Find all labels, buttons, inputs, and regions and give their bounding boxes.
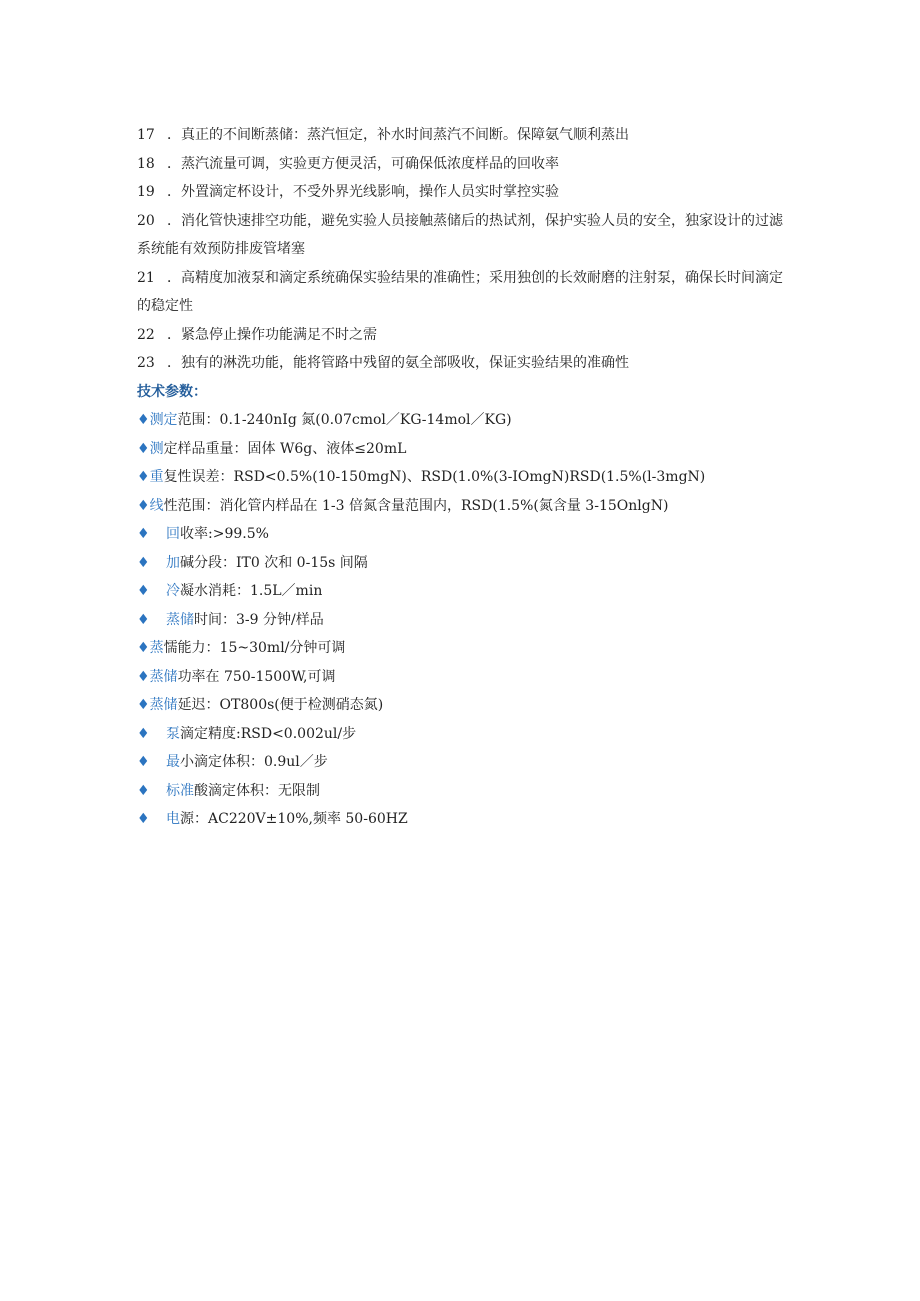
parameter-label-highlight: 蒸 (149, 640, 164, 656)
diamond-bullet-icon: ♦ (137, 811, 150, 827)
diamond-bullet-icon: ♦ (137, 440, 150, 457)
parameter-item (137, 492, 787, 521)
parameter-text: 碱分段：IT0 次和 0-15s 间隔 (180, 554, 368, 571)
parameter-list (137, 406, 787, 834)
feature-item (137, 349, 787, 378)
parameter-item (137, 549, 787, 578)
feature-text: ．独有的淋洗功能，能将管路中残留的氨全部吸收，保证实验结果的准确性 (167, 355, 629, 371)
feature-text: ．紧急停止操作功能满足不时之需 (167, 326, 377, 343)
feature-number: 23 (137, 355, 155, 371)
feature-item (137, 264, 787, 321)
diamond-bullet-icon: ♦ (137, 668, 150, 685)
parameter-label-highlight: 线 (149, 497, 164, 514)
parameter-item (137, 520, 787, 549)
feature-text: ．真正的不间断蒸储：蒸汽恒定，补水时间蒸汽不间断。保障氨气顺利蒸出 (167, 127, 629, 143)
parameter-text: 源：AC220V±10%,频率 50-60HZ (180, 811, 408, 827)
parameter-item (137, 805, 787, 834)
parameter-item (137, 720, 787, 749)
parameter-item (137, 777, 787, 806)
parameter-label-highlight: 蒸储 (166, 611, 194, 628)
parameter-text: 延迟：OT800s(便于检测硝态氮) (177, 697, 384, 713)
diamond-bullet-icon: ♦ (137, 611, 150, 628)
feature-number: 20 (137, 212, 155, 229)
diamond-bullet-icon: ♦ (137, 754, 150, 770)
feature-list (137, 121, 787, 378)
feature-item (137, 150, 787, 179)
diamond-bullet-icon: ♦ (137, 725, 150, 742)
parameter-label-highlight: 标准 (166, 782, 194, 799)
parameter-text: 复性误差：RSD<0.5%(10-150mgN)、RSD(1.0%(3-IOmgN)RSD(1.5%(l-3mgN) (163, 469, 706, 485)
parameter-text: 滴定精度:RSD<0.002ul/步 (180, 725, 357, 742)
feature-text: ．高精度加液泵和滴定系统确保实验结果的准确性；采用独创的长效耐磨的注射泵，确保长时间滴定的稳定性 (137, 269, 783, 314)
parameter-item (137, 463, 787, 492)
diamond-bullet-icon: ♦ (137, 469, 150, 485)
parameter-text: 收率:>99.5% (180, 526, 269, 542)
parameter-text: 性范围：消化管内样品在 1-3 倍氮含量范围内，RSD(1.5%(氮含量 3-15OnlgN) (163, 497, 669, 514)
feature-number: 18 (137, 155, 155, 172)
parameter-text: 酸滴定体积：无限制 (194, 782, 320, 799)
parameter-item (137, 606, 787, 635)
diamond-bullet-icon: ♦ (137, 526, 150, 542)
parameter-item (137, 435, 787, 464)
parameter-label-highlight: 泵 (166, 725, 180, 742)
parameter-item (137, 748, 787, 777)
parameter-label-highlight: 测 (149, 440, 164, 457)
feature-number: 21 (137, 269, 155, 286)
diamond-bullet-icon: ♦ (137, 497, 150, 514)
parameter-item (137, 406, 787, 435)
feature-item (137, 207, 787, 264)
feature-item (137, 178, 787, 207)
parameter-label-highlight: 蒸储 (149, 668, 178, 685)
feature-number: 17 (137, 127, 155, 143)
feature-item (137, 121, 787, 150)
parameter-label-highlight: 蒸储 (149, 697, 178, 713)
parameter-text: 功率在 750-1500W,可调 (177, 668, 336, 685)
feature-number: 22 (137, 326, 155, 343)
parameter-label-highlight: 回 (166, 526, 180, 542)
feature-text: ．蒸汽流量可调，实验更方便灵活，可确保低浓度样品的回收率 (167, 155, 559, 172)
parameter-label-highlight: 重 (149, 469, 164, 485)
parameter-text: 小滴定体积：0.9ul／步 (180, 754, 328, 770)
parameter-item (137, 691, 787, 720)
section-heading: 技术参数： (137, 383, 207, 400)
parameter-label-highlight: 测定 (149, 412, 178, 428)
diamond-bullet-icon: ♦ (137, 782, 150, 799)
parameter-item (137, 663, 787, 692)
parameter-text: 凝水消耗：1.5L／min (180, 583, 323, 599)
parameter-label-highlight: 冷 (166, 583, 180, 599)
feature-text: ．消化管快速排空功能，避免实验人员接触蒸储后的热试剂，保护实验人员的安全，独家设计的过滤系统能有效预防排废管堵塞 (137, 212, 783, 257)
diamond-bullet-icon: ♦ (137, 583, 150, 599)
parameter-text: 时间：3-9 分钟/样品 (194, 611, 324, 628)
parameter-label-highlight: 电 (166, 811, 180, 827)
diamond-bullet-icon: ♦ (137, 697, 150, 713)
diamond-bullet-icon: ♦ (137, 554, 150, 571)
parameter-text: 定样品重量：固体 W6g、液体≤20mL (163, 440, 407, 457)
parameter-text: 范围：0.1-240nIg 氮(0.07cmol／KG-14mol／KG) (177, 412, 512, 428)
parameter-text: 懦能力：15~30ml/分钟可调 (163, 640, 346, 656)
feature-number: 19 (137, 184, 155, 200)
document-body (137, 121, 787, 834)
feature-item (137, 321, 787, 350)
diamond-bullet-icon: ♦ (137, 412, 150, 428)
parameter-item (137, 577, 787, 606)
parameter-label-highlight: 加 (166, 554, 180, 571)
feature-text: ．外置滴定杯设计，不受外界光线影响，操作人员实时掌控实验 (167, 184, 559, 200)
parameter-item (137, 634, 787, 663)
parameter-label-highlight: 最 (166, 754, 180, 770)
diamond-bullet-icon: ♦ (137, 640, 150, 656)
